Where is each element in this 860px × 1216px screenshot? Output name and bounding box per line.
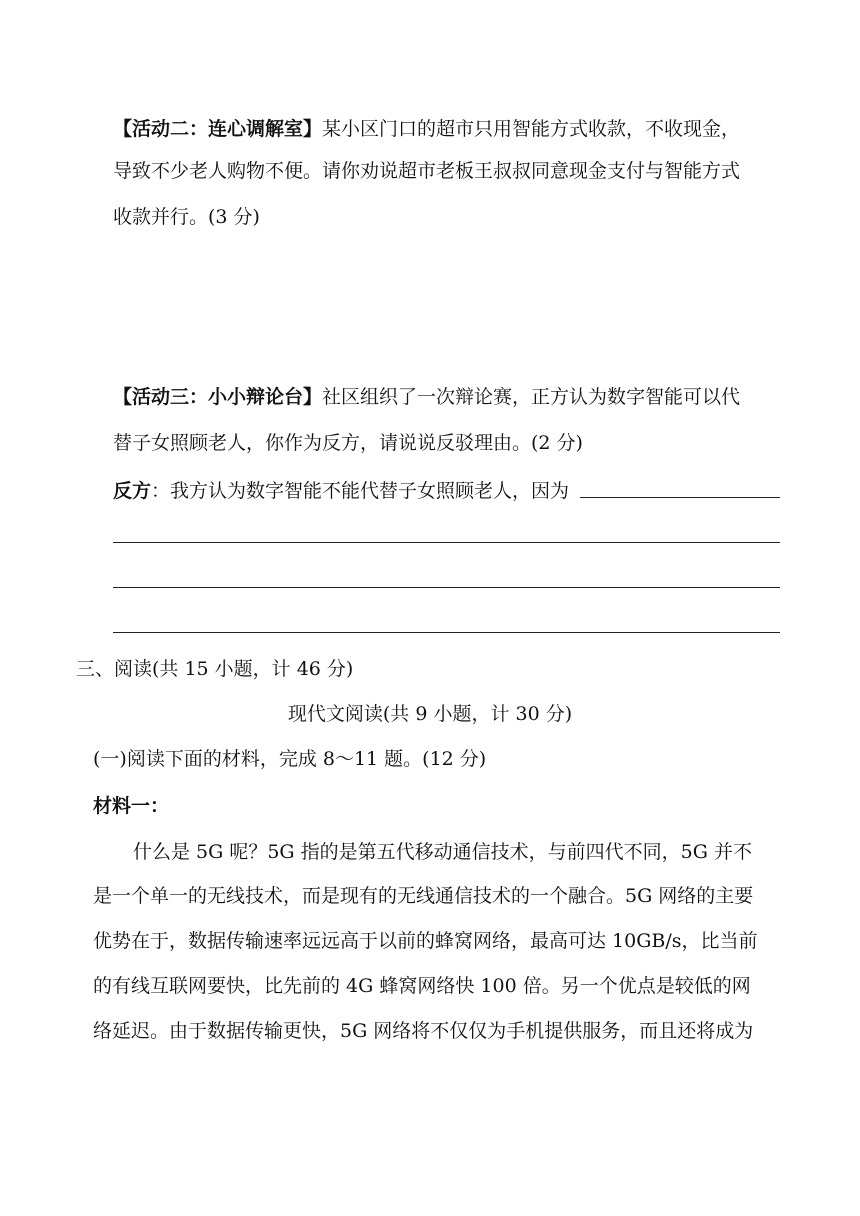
paragraph-line-4: 的有线互联网要快，比先前的 4G 蜂窝网络快 100 倍。另一个优点是较低的网 [93,975,751,997]
paragraph-line-1: 什么是 5G 呢？5G 指的是第五代移动通信技术，与前四代不同，5G 并不 [133,841,752,863]
activity3-line2: 替子女照顾老人，你作为反方，请说说反驳理由。(2 分) [113,432,583,454]
paragraph-line-3: 优势在于，数据传输速率远远高于以前的蜂窝网络，最高可达 10GB/s，比当前 [93,930,758,952]
answer-blank-2[interactable] [113,542,780,543]
activity3-answer-line [113,478,569,504]
answer-blank-1[interactable] [580,497,780,498]
answer-label: 反方 [113,480,152,502]
section3-heading: 三、阅读(共 15 小题，计 46 分) [76,658,354,680]
activity2-title: 【活动二：连心调解室】 [113,118,323,140]
material-label: 材料一： [93,795,170,817]
section3-sub-heading: 现代文阅读(共 9 小题，计 30 分) [287,703,573,725]
answer-blank-3[interactable] [113,587,780,588]
activity2-text1: 某小区门口的超市只用智能方式收款，不收现金， [322,118,741,140]
paragraph-line-2: 是一个单一的无线技术，而是现有的无线通信技术的一个融合。5G 网络的主要 [93,885,754,907]
activity2-line3: 收款并行。(3 分) [113,206,260,228]
answer-blank-4[interactable] [113,632,780,633]
activity3-title: 【活动三：小小辩论台】 [113,386,323,408]
section3-instruction: (一)阅读下面的材料，完成 8～11 题。(12 分) [93,748,487,770]
answer-prompt: ：我方认为数字智能不能代替子女照顾老人，因为 [151,480,570,502]
activity2-line1 [113,116,740,142]
activity2-line2: 导致不少老人购物不便。请你劝说超市老板王叔叔同意现金支付与智能方式 [113,160,741,182]
paragraph-line-5: 络延迟。由于数据传输更快，5G 网络将不仅仅为手机提供服务，而且还将成为 [93,1020,754,1042]
activity3-text1: 社区组织了一次辩论赛，正方认为数字智能可以代 [322,386,741,408]
activity3-line1 [113,384,740,410]
